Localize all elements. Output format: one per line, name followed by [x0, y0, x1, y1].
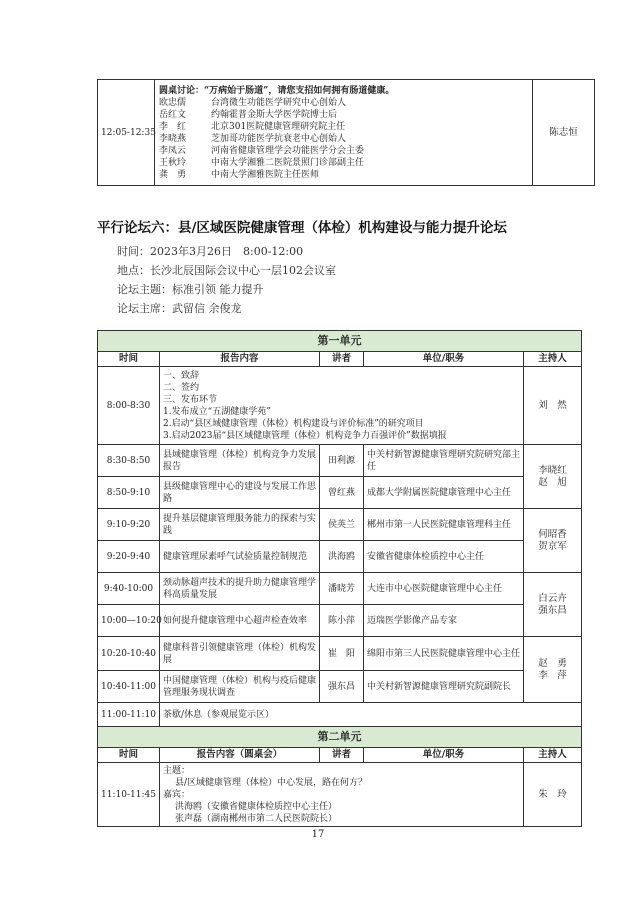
host-name: 李晓红	[538, 464, 567, 476]
table-row	[98, 703, 582, 727]
panelist: 岳红文 约翰霍普金斯大学医学院博士后	[159, 109, 338, 120]
table-row	[98, 637, 582, 671]
panelist: 龚 勇 中南大学湘雅医院主任医师	[159, 169, 320, 180]
host-name: 白云卉	[538, 592, 567, 604]
row-unit: 安徽省健康体检质控中心主任	[364, 541, 524, 573]
row-host	[524, 509, 582, 573]
host-name: 赵 旭	[538, 476, 567, 488]
col-content: 报告内容	[160, 352, 320, 367]
col-unit: 单位/职务	[364, 748, 524, 763]
table-row	[98, 573, 582, 605]
panelist: 王秋玲 中南大学湘雅二医院景照门诊部副主任	[159, 157, 365, 168]
row-content: 县域健康管理（体检）机构竞争力发展报告	[160, 445, 320, 477]
round-table-content	[160, 763, 524, 827]
row-time: 8:50-9:10	[98, 477, 160, 509]
list-item: 二、签约	[163, 382, 200, 393]
forum-header	[97, 216, 617, 236]
row-time: 10:20-10:40	[98, 637, 160, 671]
row-time: 9:20-9:40	[98, 541, 160, 573]
row-time: 10:00—10:20	[98, 605, 160, 637]
list-item: 洪海鸥（安徽省健康体检质控中心主任）	[175, 801, 338, 812]
row-time: 9:10-9:20	[98, 509, 160, 541]
row-unit: 中关村新智源健康管理研究院副院长	[364, 671, 524, 703]
host-name: 强东昌	[538, 604, 567, 616]
table-row	[98, 763, 582, 827]
row-time: 9:40-10:00	[98, 573, 160, 605]
row-speaker: 田利源	[320, 445, 364, 477]
host-name: 李 萍	[538, 669, 567, 681]
column-header-row	[98, 748, 582, 763]
table-row	[98, 367, 582, 445]
session-time: 12:05-12:35	[98, 80, 155, 186]
host-name: 赵 勇	[538, 657, 567, 669]
list-item: 三、发布环节	[163, 394, 218, 405]
session-content	[155, 80, 533, 186]
row-time: 8:30-8:50	[98, 445, 160, 477]
row-host	[524, 637, 582, 703]
list-item: 嘉宾：	[163, 789, 191, 800]
session-host: 陈志恒	[533, 80, 595, 186]
row-unit: 迈瑞医学影像产品专家	[364, 605, 524, 637]
row-content: 县级健康管理中心的建设与发展工作思路	[160, 477, 320, 509]
list-item: 张声磊（湖南郴州市第二人民医院院长）	[175, 813, 338, 824]
row-speaker: 曾红燕	[320, 477, 364, 509]
schedule-table	[97, 330, 582, 827]
table-row	[98, 541, 582, 573]
row-speaker: 崔 阳	[320, 637, 364, 671]
row-content: 提升基层健康管理服务能力的探索与实践	[160, 509, 320, 541]
row-time: 10:40-11:00	[98, 671, 160, 703]
row-host	[524, 445, 582, 509]
table-row	[98, 477, 582, 509]
list-item: 3.启动2023届“县区域健康管理（体检）机构竞争力百强评价”数据填报	[163, 430, 447, 441]
row-host: 朱 玲	[524, 763, 582, 827]
row-speaker: 洪海鸥	[320, 541, 364, 573]
row-unit: 郴州市第一人民医院健康管理科主任	[364, 509, 524, 541]
col-unit: 单位/职务	[364, 352, 524, 367]
col-speaker: 讲者	[320, 352, 364, 367]
col-host: 主持人	[524, 748, 582, 763]
col-time: 时间	[98, 352, 160, 367]
forum-time: 时间：2023年3月26日 8:00-12:00	[117, 245, 304, 258]
col-speaker: 讲者	[320, 748, 364, 763]
row-content: 健康科普引领健康管理（体检）机构发展	[160, 637, 320, 671]
opening-items	[160, 367, 524, 445]
row-content: 颈动脉超声技术的提升助力健康管理学科高质量发展	[160, 573, 320, 605]
row-unit: 成都大学附属医院健康管理中心主任	[364, 477, 524, 509]
row-speaker: 陈小萍	[320, 605, 364, 637]
forum-location: 地点：长沙北辰国际会议中心一层102会议室	[117, 264, 336, 277]
panelist: 李晓燕 芝加哥功能医学抗衰老中心创始人	[159, 133, 347, 144]
table-row	[98, 445, 582, 477]
list-item: 主题：	[163, 765, 191, 776]
table-row	[98, 671, 582, 703]
list-item: 县/区域健康管理（体检）中心发展，路在何方？	[175, 777, 368, 788]
host-name: 何昭香	[538, 528, 567, 540]
row-host: 刘 然	[524, 367, 582, 445]
row-unit: 大连市中心医院健康管理中心主任	[364, 573, 524, 605]
row-host	[524, 573, 582, 637]
break-content: 茶歇/休息（参观展览示区）	[160, 703, 582, 727]
list-item: 一、致辞	[163, 370, 200, 381]
table-row	[98, 80, 595, 186]
row-time: 11:10-11:45	[98, 763, 160, 827]
row-speaker: 强东昌	[320, 671, 364, 703]
row-speaker: 潘晓芳	[320, 573, 364, 605]
table-row	[98, 605, 582, 637]
top-session-table	[97, 79, 595, 186]
break-time: 11:00-11:10	[98, 703, 160, 727]
col-content: 报告内容（圆桌会）	[160, 748, 320, 763]
panelist: 欧忠儒 台湾微生功能医学研究中心创始人	[159, 97, 347, 108]
session-topic: 圆桌讨论：“万病始于肠道”，请您支招如何拥有肠道健康。	[159, 85, 395, 96]
row-content: 中国健康管理（体检）机构与疫后健康管理服务现状调查	[160, 671, 320, 703]
col-time: 时间	[98, 748, 160, 763]
unit2-title: 第二单元	[98, 727, 582, 748]
row-content: 如何提升健康管理中心超声检查效率	[160, 605, 320, 637]
row-content: 健康管理尿素呼气试验质量控制规范	[160, 541, 320, 573]
row-unit: 绵阳市第三人民医院健康管理中心主任	[364, 637, 524, 671]
panelist: 李 红 北京301医院健康管理研究院主任	[159, 121, 346, 132]
page-number: 17	[311, 829, 325, 840]
table-row	[98, 509, 582, 541]
forum-title: 平行论坛六：县/区域医院健康管理（体检）机构建设与能力提升论坛	[97, 220, 507, 236]
row-speaker: 侯英兰	[320, 509, 364, 541]
row-time: 8:00-8:30	[98, 367, 160, 445]
list-item: 1.发布成立“五湖健康学苑”	[163, 406, 271, 417]
forum-theme: 论坛主题：标准引领 能力提升	[117, 283, 264, 296]
forum-chairs: 论坛主席：武留信 余俊龙	[117, 302, 242, 315]
unit-header	[98, 331, 582, 352]
unit1-title: 第一单元	[98, 331, 582, 352]
row-unit: 中关村新智源健康管理研究院研究部主任	[364, 445, 524, 477]
host-name: 贺京军	[538, 540, 567, 552]
column-header-row	[98, 352, 582, 367]
panelist: 李凤云 河南省健康管理学会功能医学分会主委	[159, 145, 365, 156]
unit-header	[98, 727, 582, 748]
col-host: 主持人	[524, 352, 582, 367]
list-item: 2.启动“县区域健康管理（体检）机构建设与评价标准”的研究项目	[163, 418, 424, 429]
